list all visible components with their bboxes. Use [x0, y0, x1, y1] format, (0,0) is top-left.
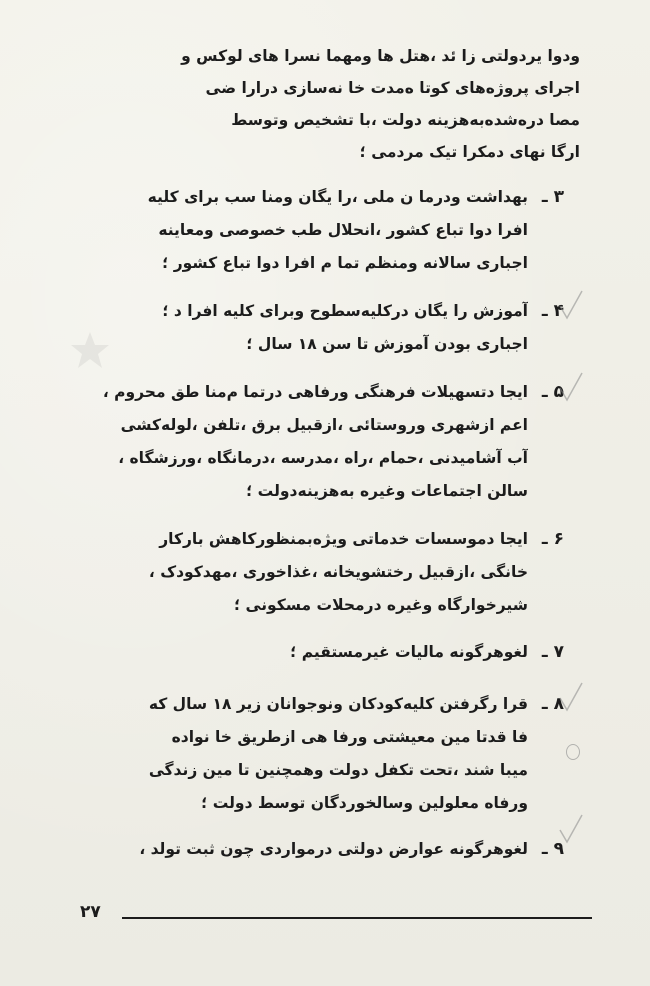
check-mark-icon — [557, 370, 585, 404]
text-line: فا قدتا مین معیشتی ورفا هی ازطریق خا نواده — [171, 728, 528, 746]
check-mark-icon — [557, 812, 585, 846]
page-number: ۲۷ — [80, 902, 101, 922]
text-line: اجباری بودن آموزش تا سن ۱۸ سال ؛ — [246, 335, 528, 353]
text-line: خانگی ،ازقبیل رختشویخانه ،غذاخوری ،مهدکودک ، — [148, 563, 528, 581]
item-number-3: ۳ ـ — [541, 187, 564, 207]
text-line: بهداشت ودرما ن ملی ،را یگان ومنا سب برای کلیه — [147, 188, 528, 206]
text-line: آب آشامیدنی ،حمام ،راه ،مدرسه ،درمانگاه ،ورزشگاه ، — [118, 449, 528, 467]
item-number-9: ۹ ـ — [541, 839, 564, 859]
text-line: اجباری سالانه ومنظم تما م افرا دوا تباع کشور ؛ — [162, 254, 528, 272]
text-line: ایجا دتسهیلات فرهنگی ورفاهی درتما م‌منا طق محروم ، — [102, 383, 528, 401]
text-line: اعم ازشهری وروستائی ،ازقبیل برق ،تلفن ،لوله‌کشی — [120, 416, 528, 434]
text-line: لغوهرگونه مالیات غیرمستقیم ؛ — [290, 643, 528, 661]
text-line: افرا دوا تباع کشور ،انحلال طب خصوصی ومعاینه — [158, 221, 528, 239]
footer-rule — [122, 917, 592, 919]
item-number-4: ۴ ـ — [541, 301, 564, 321]
text-line: ودوا یردولتی زا ئد ،هتل ها ومهما نسرا های لوکس و — [181, 47, 580, 65]
item-number-7: ۷ ـ — [541, 642, 564, 662]
check-mark-icon — [557, 288, 585, 322]
text-line: آموزش را یگان درکلیه‌سطوح وبرای کلیه افرا د ؛ — [162, 302, 528, 320]
text-line: لغوهرگونه عوارض دولتی درمواردی چون ثبت تولد ، — [139, 840, 528, 858]
item-number-8: ۸ ـ — [541, 694, 564, 714]
text-line: میبا شند ،تحت تکفل دولت وهمچنین تا مین زندگی — [148, 761, 528, 779]
circle-mark-icon — [566, 744, 580, 760]
text-line: ایجا دموسسات خدماتی ویژه‌بمنظورکاهش بارکار — [159, 530, 528, 548]
item-number-5: ۵ ـ — [541, 382, 564, 402]
text-line: اجرای پروژه‌های کوتا ه‌مدت خا نه‌سازی درارا ضی — [205, 79, 580, 97]
text-line: مصا دره‌شده‌به‌هزینه دولت ،با تشخیص وتوسط — [231, 111, 580, 129]
text-line: شیرخوارگاه وغیره درمحلات مسکونی ؛ — [233, 596, 528, 614]
item-number-6: ۶ ـ — [541, 529, 564, 549]
text-line: ورفاه معلولین وسالخوردگان توسط دولت ؛ — [201, 794, 528, 812]
check-mark-icon — [557, 680, 585, 714]
text-line: قرا رگرفتن کلیه‌کودکان ونوجوانان زیر ۱۸ سال که — [148, 695, 528, 713]
text-line: ارگا نهای دمکرا تیک مردمی ؛ — [359, 143, 580, 161]
text-line: سالن اجتماعات وغیره به‌هزینه‌دولت ؛ — [246, 482, 528, 500]
